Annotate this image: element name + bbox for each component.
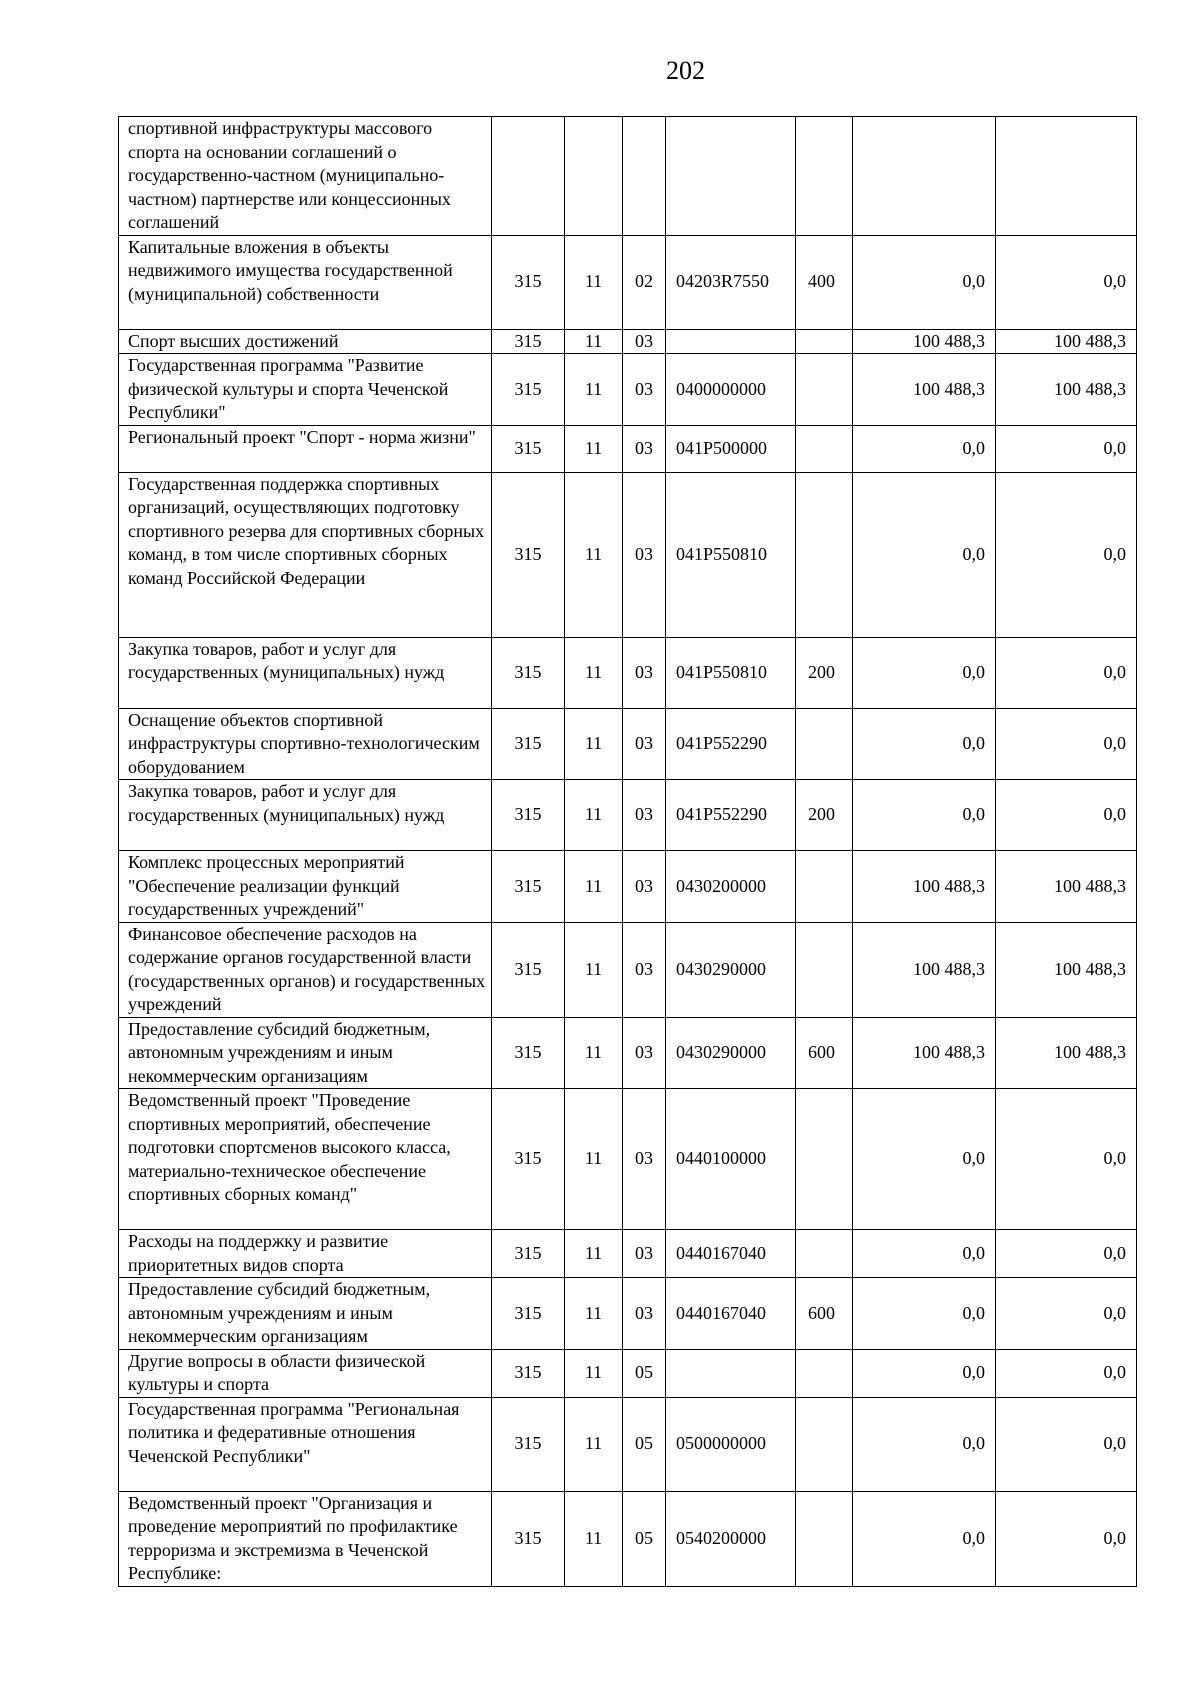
row-vr: 600 (796, 1278, 853, 1350)
table-row (119, 1491, 1137, 1586)
row-rz: 11 (565, 1089, 623, 1230)
row-pr: 03 (623, 1017, 666, 1089)
row-sum2: 0,0 (996, 425, 1137, 472)
row-pr (623, 117, 666, 236)
row-sum1: 0,0 (853, 1397, 996, 1491)
row-rz: 11 (565, 1397, 623, 1491)
row-sum1: 100 488,3 (853, 329, 996, 354)
row-sum2: 0,0 (996, 780, 1137, 851)
table-row (119, 851, 1137, 923)
row-name: Другие вопросы в области физической культуры и спорта (119, 1349, 492, 1397)
row-sum1: 0,0 (853, 1491, 996, 1586)
row-name: Комплекс процессных мероприятий "Обеспечение реализации функций государственных учреждений" (119, 851, 492, 923)
row-vr (796, 354, 853, 426)
row-vr (796, 922, 853, 1017)
row-ved: 315 (492, 1089, 565, 1230)
row-sum1: 0,0 (853, 1089, 996, 1230)
row-rz: 11 (565, 922, 623, 1017)
row-csr: 041P550810 (666, 637, 796, 708)
row-sum1: 0,0 (853, 780, 996, 851)
row-rz: 11 (565, 851, 623, 923)
row-rz: 11 (565, 1491, 623, 1586)
row-csr: 0430200000 (666, 851, 796, 923)
row-csr: 041P552290 (666, 708, 796, 780)
row-name: Финансовое обеспечение расходов на содержание органов государственной власти (государственных органов) и государственных учреждений (119, 922, 492, 1017)
row-pr: 05 (623, 1397, 666, 1491)
row-sum2 (996, 117, 1137, 236)
row-sum1: 0,0 (853, 708, 996, 780)
row-sum2: 0,0 (996, 708, 1137, 780)
row-pr: 03 (623, 425, 666, 472)
row-name: Закупка товаров, работ и услуг для государственных (муниципальных) нужд (119, 780, 492, 851)
row-ved: 315 (492, 329, 565, 354)
row-csr: 041P550810 (666, 472, 796, 637)
table-row (119, 1017, 1137, 1089)
row-pr: 03 (623, 1230, 666, 1278)
row-ved (492, 117, 565, 236)
row-csr (666, 117, 796, 236)
row-ved: 315 (492, 472, 565, 637)
row-name: Оснащение объектов спортивной инфраструктуры спортивно-технологическим оборудованием (119, 708, 492, 780)
row-pr: 03 (623, 354, 666, 426)
row-pr: 05 (623, 1349, 666, 1397)
row-ved: 315 (492, 922, 565, 1017)
page-number: 202 (666, 56, 705, 85)
row-sum2: 100 488,3 (996, 1017, 1137, 1089)
row-name: Расходы на поддержку и развитие приоритетных видов спорта (119, 1230, 492, 1278)
row-sum1: 0,0 (853, 425, 996, 472)
row-sum1: 100 488,3 (853, 1017, 996, 1089)
row-vr (796, 329, 853, 354)
row-rz: 11 (565, 780, 623, 851)
row-pr: 03 (623, 922, 666, 1017)
table-row (119, 472, 1137, 637)
row-sum1: 0,0 (853, 235, 996, 329)
table-row (119, 922, 1137, 1017)
row-rz: 11 (565, 472, 623, 637)
table-row (119, 329, 1137, 354)
row-rz: 11 (565, 425, 623, 472)
row-name: Государственная программа "Развитие физической культуры и спорта Чеченской Республики" (119, 354, 492, 426)
row-sum1: 100 488,3 (853, 354, 996, 426)
row-name: Ведомственный проект "Организация и проведение мероприятий по профилактике терроризма и экстремизма в Чеченской Республике: (119, 1491, 492, 1586)
table-row (119, 1397, 1137, 1491)
row-sum2: 0,0 (996, 472, 1137, 637)
table-row (119, 1089, 1137, 1230)
row-vr (796, 1089, 853, 1230)
row-csr: 04203R7550 (666, 235, 796, 329)
row-pr: 03 (623, 1089, 666, 1230)
row-ved: 315 (492, 1278, 565, 1350)
row-pr: 03 (623, 708, 666, 780)
row-ved: 315 (492, 1491, 565, 1586)
row-vr: 200 (796, 780, 853, 851)
row-vr (796, 1230, 853, 1278)
row-ved: 315 (492, 1397, 565, 1491)
row-sum2: 0,0 (996, 1349, 1137, 1397)
row-name: Капитальные вложения в объекты недвижимого имущества государственной (муниципальной) собственности (119, 235, 492, 329)
row-ved: 315 (492, 780, 565, 851)
row-sum1 (853, 117, 996, 236)
row-name: Региональный проект "Спорт - норма жизни" (119, 425, 492, 472)
row-vr (796, 708, 853, 780)
row-vr: 400 (796, 235, 853, 329)
row-csr: 0430290000 (666, 1017, 796, 1089)
row-sum2: 0,0 (996, 1278, 1137, 1350)
row-ved: 315 (492, 425, 565, 472)
row-csr: 041P552290 (666, 780, 796, 851)
row-csr: 0540200000 (666, 1491, 796, 1586)
row-sum1: 0,0 (853, 637, 996, 708)
table-row (119, 708, 1137, 780)
row-sum2: 100 488,3 (996, 922, 1137, 1017)
row-pr: 05 (623, 1491, 666, 1586)
row-ved: 315 (492, 637, 565, 708)
row-csr: 0440167040 (666, 1230, 796, 1278)
row-rz: 11 (565, 637, 623, 708)
row-rz: 11 (565, 1230, 623, 1278)
row-vr (796, 851, 853, 923)
row-name: Государственная программа "Региональная политика и федеративные отношения Чеченской Республики" (119, 1397, 492, 1491)
row-ved: 315 (492, 1230, 565, 1278)
row-rz: 11 (565, 1017, 623, 1089)
table-row (119, 637, 1137, 708)
row-ved: 315 (492, 354, 565, 426)
row-pr: 02 (623, 235, 666, 329)
row-sum1: 0,0 (853, 472, 996, 637)
row-vr: 200 (796, 637, 853, 708)
row-sum2: 0,0 (996, 235, 1137, 329)
row-ved: 315 (492, 235, 565, 329)
row-sum2: 0,0 (996, 1089, 1137, 1230)
row-sum2: 100 488,3 (996, 354, 1137, 426)
row-ved: 315 (492, 1349, 565, 1397)
row-rz: 11 (565, 1278, 623, 1350)
row-ved: 315 (492, 851, 565, 923)
row-csr (666, 1349, 796, 1397)
table-row (119, 1349, 1137, 1397)
row-sum2: 0,0 (996, 1397, 1137, 1491)
table-row (119, 354, 1137, 426)
row-rz: 11 (565, 235, 623, 329)
row-name: Ведомственный проект "Проведение спортивных мероприятий, обеспечение подготовки спортсменов высокого класса, материально-техническое обеспечение спортивных сборных команд" (119, 1089, 492, 1230)
row-rz: 11 (565, 708, 623, 780)
row-sum1: 100 488,3 (853, 851, 996, 923)
row-sum2: 0,0 (996, 637, 1137, 708)
row-name: Спорт высших достижений (119, 329, 492, 354)
row-csr: 0430290000 (666, 922, 796, 1017)
row-rz: 11 (565, 329, 623, 354)
row-rz (565, 117, 623, 236)
row-name: Предоставление субсидий бюджетным, автономным учреждениям и иным некоммерческим организациям (119, 1278, 492, 1350)
row-name: Государственная поддержка спортивных организаций, осуществляющих подготовку спортивного резерва для спортивных сборных команд, в том числе спортивных сборных команд Российской Федерации (119, 472, 492, 637)
row-ved: 315 (492, 1017, 565, 1089)
budget-table-body (119, 117, 1137, 1587)
row-csr: 0440100000 (666, 1089, 796, 1230)
row-csr: 041P500000 (666, 425, 796, 472)
table-row (119, 780, 1137, 851)
row-sum1: 0,0 (853, 1349, 996, 1397)
row-sum2: 0,0 (996, 1230, 1137, 1278)
row-pr: 03 (623, 1278, 666, 1350)
row-name: спортивной инфраструктуры массового спорта на основании соглашений о государственно-частном (муниципально-частном) партнерстве или концессионных соглашений (119, 117, 492, 236)
row-pr: 03 (623, 472, 666, 637)
row-sum1: 0,0 (853, 1278, 996, 1350)
row-vr: 600 (796, 1017, 853, 1089)
table-row (119, 1278, 1137, 1350)
table-row (119, 1230, 1137, 1278)
row-sum2: 100 488,3 (996, 329, 1137, 354)
row-pr: 03 (623, 637, 666, 708)
row-sum2: 0,0 (996, 1491, 1137, 1586)
row-vr (796, 1397, 853, 1491)
row-sum1: 0,0 (853, 1230, 996, 1278)
budget-table (118, 116, 1137, 1587)
table-row (119, 117, 1137, 236)
row-vr (796, 1349, 853, 1397)
row-vr (796, 425, 853, 472)
row-name: Предоставление субсидий бюджетным, автономным учреждениям и иным некоммерческим организациям (119, 1017, 492, 1089)
table-row (119, 425, 1137, 472)
row-rz: 11 (565, 354, 623, 426)
row-rz: 11 (565, 1349, 623, 1397)
row-sum1: 100 488,3 (853, 922, 996, 1017)
row-pr: 03 (623, 780, 666, 851)
row-csr: 0500000000 (666, 1397, 796, 1491)
row-ved: 315 (492, 708, 565, 780)
row-vr (796, 117, 853, 236)
row-vr (796, 1491, 853, 1586)
row-csr: 0400000000 (666, 354, 796, 426)
row-vr (796, 472, 853, 637)
row-pr: 03 (623, 851, 666, 923)
row-name: Закупка товаров, работ и услуг для государственных (муниципальных) нужд (119, 637, 492, 708)
row-csr: 0440167040 (666, 1278, 796, 1350)
table-row (119, 235, 1137, 329)
row-csr (666, 329, 796, 354)
row-pr: 03 (623, 329, 666, 354)
row-sum2: 100 488,3 (996, 851, 1137, 923)
